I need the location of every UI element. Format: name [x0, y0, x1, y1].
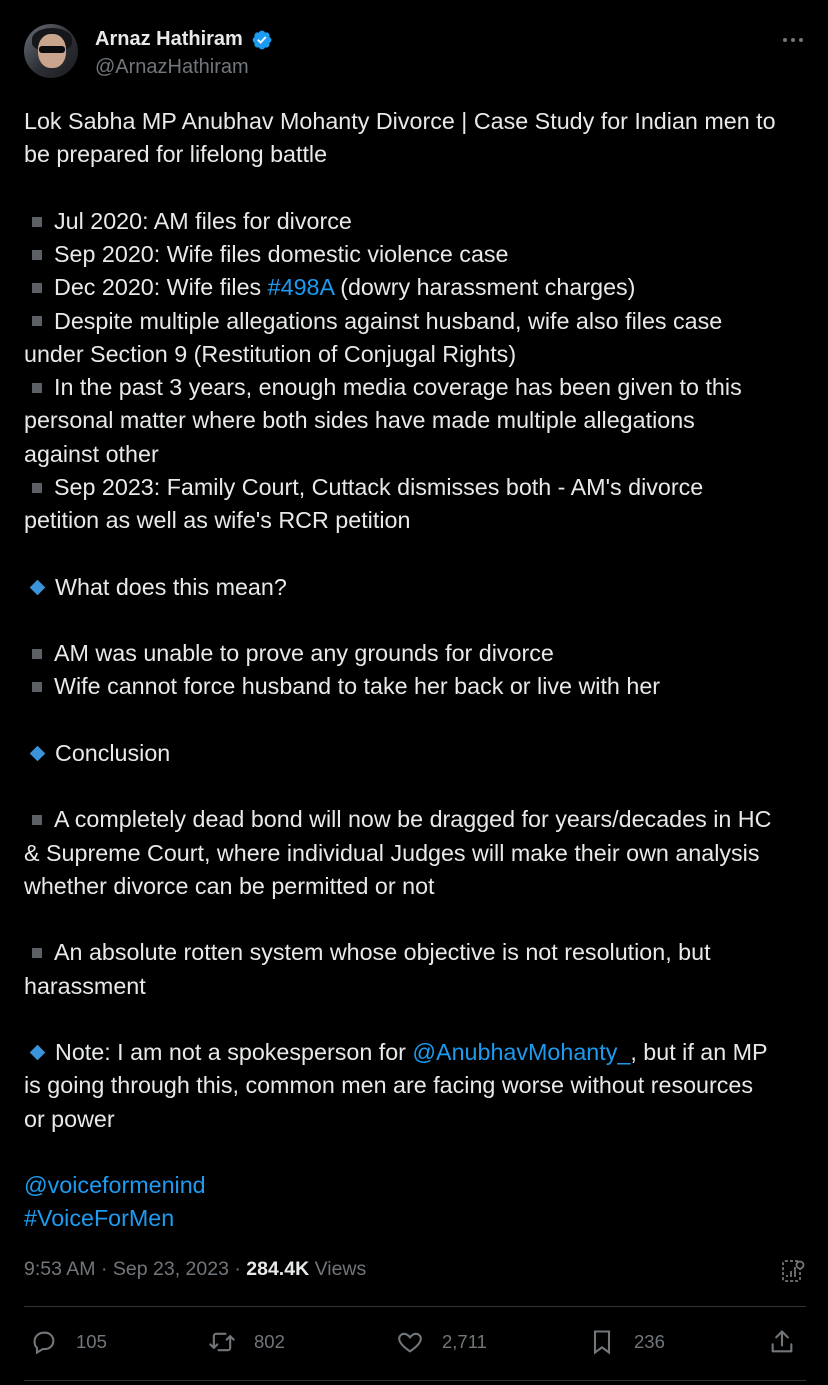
heart-icon — [396, 1328, 424, 1356]
note-suffix: , but if an MP is going through this, common men are facing worse without resources or power — [24, 1039, 768, 1132]
meaning-point: AM was unable to prove any grounds for divorce — [54, 640, 554, 666]
share-icon — [768, 1328, 796, 1356]
mention-anubhavmohanty-link[interactable]: @AnubhavMohanty_ — [412, 1039, 631, 1065]
tweet-line-2: be prepared for lifelong battle — [24, 141, 328, 168]
diamond-bullet-icon — [30, 746, 46, 762]
square-bullet-icon — [32, 283, 42, 293]
meaning-heading: What does this mean? — [55, 573, 287, 600]
conclusion-heading: Conclusion — [55, 739, 171, 766]
note-prefix: Note: I am not a spokesperson for — [55, 1039, 413, 1065]
timeline-item-sep2023: Sep 2023: Family Court, Cuttack dismisses both - AM's divorce petition as well as wife's RCR petition — [24, 473, 704, 533]
more-options-icon[interactable] — [780, 30, 806, 50]
tweet-meta: 9:53 AM · Sep 23, 2023 · 284.4K Views — [24, 1258, 367, 1280]
diamond-bullet-icon — [30, 1045, 46, 1061]
avatar[interactable] — [24, 24, 78, 78]
share-button[interactable] — [768, 1322, 814, 1362]
timeline-item-dec-suffix: (dowry harassment charges) — [333, 274, 636, 301]
hashtag-498a-link[interactable]: #498A — [267, 274, 334, 301]
hashtag-voiceformen-link[interactable]: #VoiceForMen — [24, 1205, 175, 1232]
tweet-line-1: Lok Sabha MP Anubhav Mohanty Divorce | Case Study for Indian men to — [24, 108, 776, 134]
square-bullet-icon — [32, 649, 42, 659]
tweet-header — [24, 24, 806, 82]
author-name-row[interactable] — [95, 28, 273, 51]
reply-icon — [30, 1328, 58, 1356]
square-bullet-icon — [32, 250, 42, 260]
timeline-item: Sep 2020: Wife files domestic violence case — [54, 241, 509, 267]
diamond-bullet-icon — [30, 580, 46, 596]
meaning-point: Wife cannot force husband to take her back or live with her — [54, 673, 661, 700]
square-bullet-icon — [32, 316, 42, 326]
like-button[interactable] — [396, 1322, 487, 1362]
bookmark-button[interactable] — [588, 1322, 665, 1362]
divider — [24, 1306, 806, 1307]
action-bar — [24, 1322, 806, 1362]
square-bullet-icon — [32, 948, 42, 958]
conclusion-point: An absolute rotten system whose objective is not resolution, but harassment — [24, 939, 711, 999]
author-display-name[interactable]: Arnaz Hathiram — [95, 28, 243, 50]
timeline-item: Jul 2020: AM files for divorce — [54, 207, 352, 234]
square-bullet-icon — [32, 217, 42, 227]
repost-button[interactable] — [208, 1322, 285, 1362]
analytics-icon[interactable] — [780, 1258, 806, 1284]
tweet-time[interactable]: 9:53 AM — [24, 1258, 96, 1280]
reply-count: 105 — [76, 1331, 107, 1352]
conclusion-point: A completely dead bond will now be dragged for years/decades in HC & Supreme Court, where individual Judges will make their own analysis whether divorce can be permitted or not — [24, 806, 772, 899]
timeline-item-dec-prefix: Dec 2020: Wife files — [54, 274, 268, 301]
like-count: 2,711 — [442, 1331, 487, 1352]
divider — [24, 1380, 806, 1381]
author-handle[interactable]: @ArnazHathiram — [95, 56, 249, 78]
square-bullet-icon — [32, 383, 42, 393]
square-bullet-icon — [32, 682, 42, 692]
bookmark-icon — [588, 1328, 616, 1356]
bookmark-count: 236 — [634, 1331, 665, 1352]
tweet-date[interactable]: Sep 23, 2023 — [112, 1258, 229, 1280]
mention-voiceformenind-link[interactable]: @voiceformenind — [24, 1172, 206, 1198]
views-count: 284.4K — [246, 1258, 310, 1280]
square-bullet-icon — [32, 483, 42, 493]
repost-count: 802 — [254, 1331, 285, 1352]
timeline-item-past: In the past 3 years, enough media coverage has been given to this personal matter where both sides have made multiple allegations against other — [24, 374, 742, 467]
square-bullet-icon — [32, 815, 42, 825]
timeline-item-despite: Despite multiple allegations against husband, wife also files case under Section 9 (Restitution of Conjugal Rights) — [24, 307, 723, 367]
repost-icon — [208, 1328, 236, 1356]
verified-badge-icon — [251, 29, 273, 51]
reply-button[interactable] — [30, 1322, 107, 1362]
tweet-text — [24, 105, 814, 1236]
views-label: Views — [314, 1258, 367, 1280]
